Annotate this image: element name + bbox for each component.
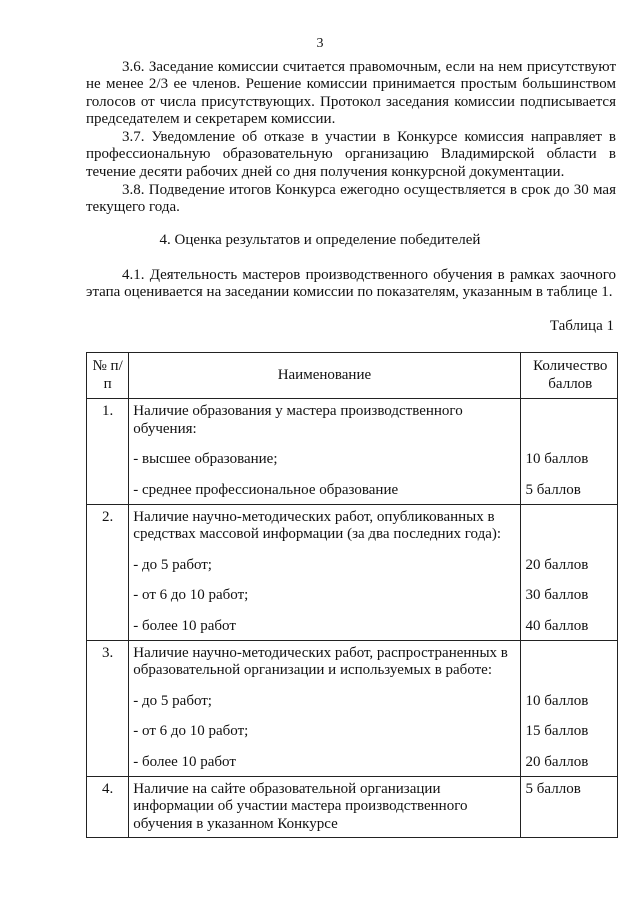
- row-num: 3.: [87, 640, 129, 776]
- score-value: 20 баллов: [525, 753, 589, 770]
- row-name: [129, 399, 520, 504]
- score-value: 20 баллов: [525, 556, 589, 573]
- row-name: [129, 504, 520, 640]
- score-value: 40 баллов: [525, 617, 589, 634]
- row-num: 4.: [87, 776, 129, 838]
- row-score: [520, 640, 617, 776]
- row-score: [520, 504, 617, 640]
- criterion-title: Наличие образования у мастера производственного обучения:: [133, 403, 463, 437]
- criteria-table: [86, 352, 618, 838]
- table-row: [87, 399, 618, 504]
- row-name: [129, 640, 520, 776]
- criterion-item: - до 5 работ;: [133, 556, 212, 573]
- row-name: [129, 776, 520, 838]
- criterion-title: Наличие научно-методических работ, опубликованных в средствах массовой информации (за два последних года):: [133, 508, 502, 543]
- criterion-item: - более 10 работ: [133, 753, 236, 770]
- score-value: 5 баллов: [525, 481, 581, 498]
- paragraph-3-7: 3.7. Уведомление об отказе в участии в Конкурсе комиссия направляет в профессиональную образовательную организацию Владимирской области в течение десяти рабочих дней со дня получения конкурсной документации.: [86, 129, 616, 180]
- criterion-item: - высшее образование;: [133, 451, 278, 468]
- row-num: 1.: [87, 399, 129, 504]
- criterion-item: - среднее профессиональное образование: [133, 481, 399, 498]
- row-num: 2.: [87, 504, 129, 640]
- table-header-row: [87, 353, 618, 399]
- score-value: 10 баллов: [525, 451, 589, 468]
- score-value: 5 баллов: [525, 780, 581, 797]
- table-row: [87, 640, 618, 776]
- table-row: [87, 504, 618, 640]
- table-caption: Таблица 1: [549, 318, 614, 334]
- header-num: № п/п: [87, 353, 129, 399]
- score-value: 10 баллов: [525, 692, 589, 709]
- header-score: Количество баллов: [520, 353, 617, 399]
- criterion-item: - до 5 работ;: [133, 692, 212, 709]
- score-value: 30 баллов: [525, 587, 589, 604]
- row-score: [520, 399, 617, 504]
- table-row: [87, 776, 618, 838]
- criterion-item: - от 6 до 10 работ;: [133, 587, 249, 604]
- section-heading: 4. Оценка результатов и определение победителей: [159, 232, 481, 248]
- criterion-title: Наличие научно-методических работ, распространенных в образовательной организации и используемых в работе:: [133, 644, 508, 679]
- criterion-item: - от 6 до 10 работ;: [133, 723, 249, 740]
- header-name: Наименование: [129, 353, 520, 399]
- paragraph-3-6: 3.6. Заседание комиссии считается правомочным, если на нем присутствуют не менее 2/3 ее членов. Решение комиссии принимается простым большинством голосов от числа присутствующих. Протокол заседания комиссии подписывается председателем и секретарем комиссии.: [86, 59, 616, 128]
- page-number: 3: [316, 36, 324, 51]
- paragraph-3-8: 3.8. Подведение итогов Конкурса ежегодно осуществляется в срок до 30 мая текущего года.: [86, 182, 616, 216]
- row-score: [520, 776, 617, 838]
- score-value: 15 баллов: [525, 723, 589, 740]
- criterion-item: - более 10 работ: [133, 617, 236, 634]
- criterion-title: Наличие на сайте образовательной организации информации об участии мастера производственного обучения в указанном Конкурсе: [133, 780, 468, 832]
- paragraph-4-1: 4.1. Деятельность мастеров производственного обучения в рамках заочного этапа оценивается на заседании комиссии по показателям, указанным в таблице 1.: [86, 267, 616, 301]
